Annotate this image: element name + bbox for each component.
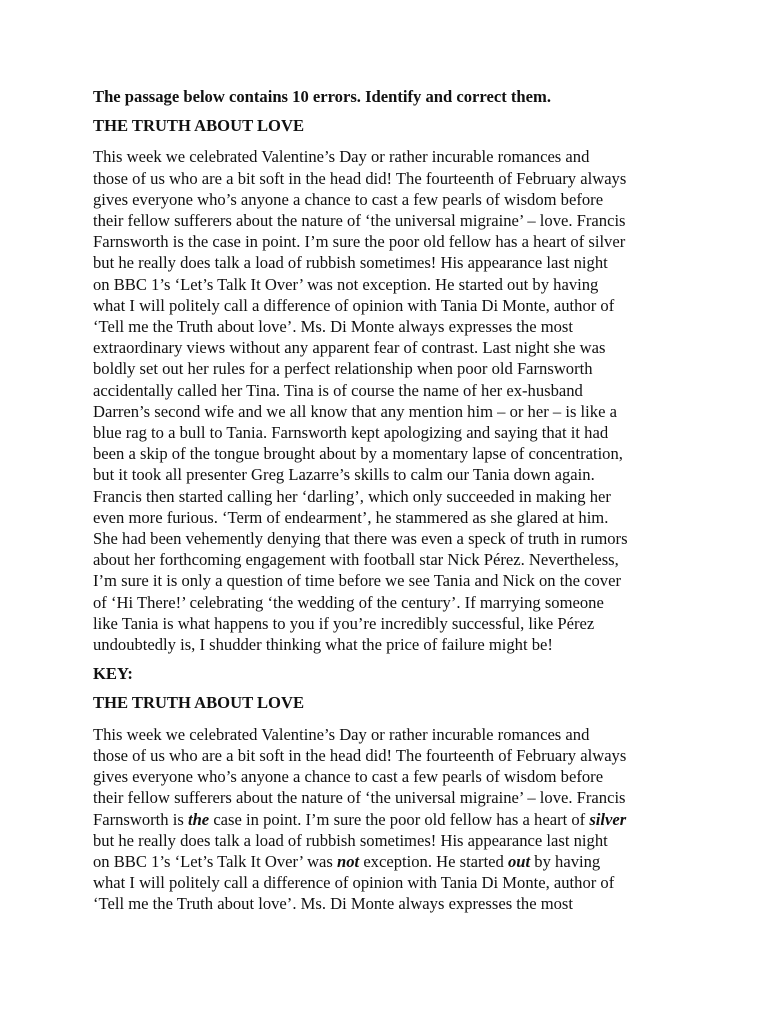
correction-word: the — [187, 809, 210, 829]
key-text: those of us who are a bit soft in the head did! The fourteenth of February always — [93, 745, 627, 765]
passage-line: their fellow sufferers about the nature of ‘the universal migraine’ – love. Francis — [93, 211, 626, 231]
key-text: ‘Tell me the Truth about love’. Ms. Di Monte always expresses the most — [93, 894, 573, 914]
key-line — [93, 851, 683, 872]
key-text: by having — [530, 851, 601, 871]
key-text: exception. He started — [359, 851, 508, 871]
passage-line: what I will politely call a difference of opinion with Tania Di Monte, author of — [93, 295, 615, 315]
instruction-heading: The passage below contains 10 errors. Identify and correct them. — [93, 87, 551, 106]
correction-word: out — [508, 851, 531, 871]
passage-line: but it took all presenter Greg Lazarre’s skills to calm our Tania down again. — [93, 465, 595, 485]
passage-line: accidentally called her Tina. Tina is of course the name of her ex-husband — [93, 380, 583, 400]
passage-line: Francis then started calling her ‘darling’, which only succeeded in making her — [93, 486, 611, 506]
passage-line: gives everyone who’s anyone a chance to cast a few pearls of wisdom before — [93, 189, 604, 209]
passage-line: of ‘Hi There!’ celebrating ‘the wedding of the century’. If marrying someone — [93, 592, 604, 612]
passage-line: extraordinary views without any apparent fear of contrast. Last night she was — [93, 338, 606, 358]
passage-line: This week we celebrated Valentine’s Day or rather incurable romances and — [93, 147, 590, 167]
passage-title: THE TRUTH ABOUT LOVE — [93, 116, 305, 136]
key-text: gives everyone who’s anyone a chance to cast a few pearls of wisdom before — [93, 767, 604, 787]
passage-line: been a skip of the tongue brought about by a momentary lapse of concentration, — [93, 444, 623, 464]
key-text: on BBC 1’s ‘Let’s Talk It Over’ was — [93, 851, 338, 871]
passage-line: She had been vehemently denying that there was even a speck of truth in rumors — [93, 529, 628, 549]
key-text: their fellow sufferers about the nature of ‘the universal migraine’ – love. Francis — [93, 788, 626, 808]
key-line — [93, 809, 683, 830]
key-text: Farnsworth is — [93, 809, 188, 829]
key-line — [93, 766, 683, 787]
passage-line: about her forthcoming engagement with football star Nick Pérez. Nevertheless, — [93, 550, 619, 570]
key-line — [93, 893, 683, 914]
passage-line: blue rag to a bull to Tania. Farnsworth kept apologizing and saying that it had — [93, 423, 609, 443]
passage-line: ‘Tell me the Truth about love’. Ms. Di Monte always expresses the most — [93, 317, 573, 337]
key-heading: KEY: — [93, 664, 133, 684]
key-line — [93, 724, 683, 745]
passage-line: those of us who are a bit soft in the head did! The fourteenth of February always — [93, 168, 627, 188]
key-line — [93, 787, 683, 808]
passage-line: undoubtedly is, I shudder thinking what the price of failure might be! — [93, 635, 553, 655]
key-body — [93, 724, 683, 915]
passage-line: like Tania is what happens to you if you’re incredibly successful, like Pérez — [93, 613, 595, 633]
passage-line: Farnsworth is the case in point. I’m sure the poor old fellow has a heart of silver — [93, 232, 626, 252]
correction-word: silver — [589, 809, 627, 829]
passage-line: even more furious. ‘Term of endearment’, he stammered as she glared at him. — [93, 507, 609, 527]
key-line — [93, 872, 683, 893]
passage-line: boldly set out her rules for a perfect relationship when poor old Farnsworth — [93, 359, 593, 379]
key-line — [93, 830, 683, 851]
correction-word: not — [337, 851, 360, 871]
key-text: This week we celebrated Valentine’s Day or rather incurable romances and — [93, 724, 590, 744]
key-text: what I will politely call a difference of opinion with Tania Di Monte, author of — [93, 873, 615, 893]
key-text: but he really does talk a load of rubbish sometimes! His appearance last night — [93, 830, 608, 850]
key-line — [93, 745, 683, 766]
document-page — [93, 86, 683, 915]
key-text: case in point. I’m sure the poor old fellow has a heart of — [209, 809, 590, 829]
passage-line: Darren’s second wife and we all know that any mention him – or her – is like a — [93, 401, 617, 421]
key-title: THE TRUTH ABOUT LOVE — [93, 693, 305, 713]
passage-line: but he really does talk a load of rubbish sometimes! His appearance last night — [93, 253, 608, 273]
passage-line: on BBC 1’s ‘Let’s Talk It Over’ was not exception. He started out by having — [93, 274, 599, 294]
passage-body — [93, 146, 683, 655]
passage-line: I’m sure it is only a question of time before we see Tania and Nick on the cover — [93, 571, 621, 591]
